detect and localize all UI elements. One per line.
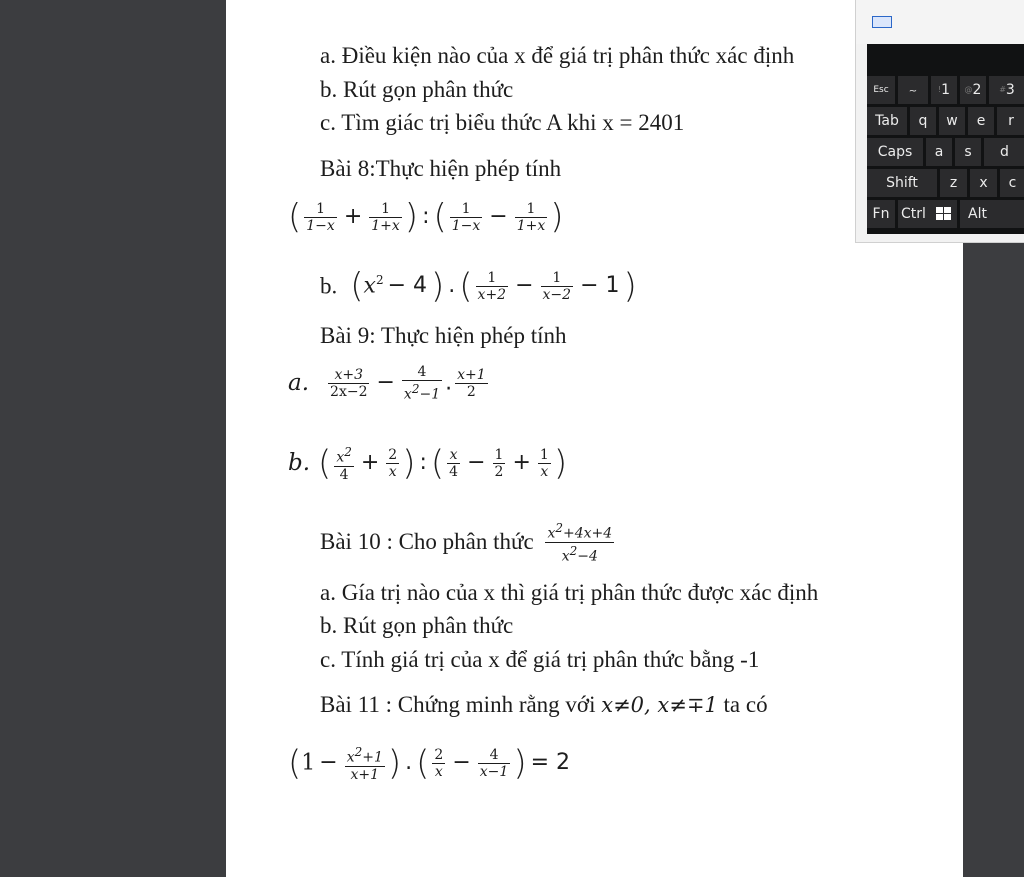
- key-r[interactable]: r: [997, 107, 1024, 135]
- key-e[interactable]: e: [968, 107, 994, 135]
- keyboard-keys: [867, 44, 1024, 234]
- key-windows[interactable]: [931, 200, 957, 228]
- bai9-b-label: b.: [288, 450, 311, 477]
- key-c[interactable]: c: [1000, 169, 1024, 197]
- key-w[interactable]: w: [939, 107, 965, 135]
- bai7-item-c: c. Tìm giác trị biểu thức A khi x = 2401: [320, 110, 685, 135]
- bai7-item-a: a. Điều kiện nào của x để giá trị phân thức xác định: [320, 43, 795, 68]
- on-screen-keyboard[interactable]: [855, 0, 1024, 243]
- key-tab[interactable]: Tab: [867, 107, 907, 135]
- key-shift[interactable]: Shift: [867, 169, 937, 197]
- document-page: [226, 0, 963, 877]
- bai9-expr-a: a. $\frac{x+3}{2x-2}$ − $\frac{4}{x^2-1}$ . $\frac{x+1}{2}$: [288, 364, 486, 403]
- keyboard-icon: [872, 16, 892, 28]
- key-fn[interactable]: Fn: [867, 200, 895, 228]
- bai9-expr-b: b. ( $\frac{x^2}{4}$ + $\frac{2}{x}$ ) : ( $\frac{x}{4}$ − $\frac{1}{2}$ + $\frac{1}{x}$ ): [288, 443, 568, 484]
- key-d[interactable]: d: [984, 138, 1024, 166]
- bai8-b-label: b.: [320, 273, 338, 299]
- key-caps[interactable]: Caps: [867, 138, 923, 166]
- bai7-item-b: b. Rút gọn phân thức: [320, 77, 514, 102]
- bai8-expr-b: b. ($x^2 - 4$ ) . ( $\frac{1}{x+2}$ − $\frac{1}{x-2}$ − 1 ): [320, 266, 637, 307]
- key-z[interactable]: z: [940, 169, 967, 197]
- key-s[interactable]: s: [955, 138, 981, 166]
- key-1[interactable]: !1: [931, 76, 957, 104]
- key-tilde[interactable]: ~: [898, 76, 928, 104]
- bai9-a-label: a.: [288, 370, 310, 397]
- bai9-title: Bài 9: Thực hiện phép tính: [320, 323, 567, 348]
- bai10-item-b: b. Rút gọn phân thức: [320, 613, 514, 638]
- key-ctrl[interactable]: Ctrl: [898, 200, 934, 228]
- key-a[interactable]: a: [926, 138, 952, 166]
- key-2[interactable]: @2: [960, 76, 986, 104]
- key-x[interactable]: x: [970, 169, 997, 197]
- key-q[interactable]: q: [910, 107, 936, 135]
- keyboard-titlebar[interactable]: [856, 0, 1024, 44]
- windows-icon: [936, 207, 952, 221]
- bai11-condition: x≠0, x≠∓1: [601, 693, 718, 717]
- bai11-expr: (1 − $\frac{x^2+1}{x+1}$ ) . ( $\frac{2}{x}$ − $\frac{4}{x-1}$ ) = 2: [288, 743, 571, 784]
- key-3[interactable]: #3: [989, 76, 1024, 104]
- key-esc[interactable]: Esc: [867, 76, 895, 104]
- left-background: [0, 0, 226, 877]
- bai11-title: Bài 11 : Chứng minh rằng với x≠0, x≠∓1 ta có: [320, 692, 768, 717]
- bai10-item-c: c. Tính giá trị của x để giá trị phân thức bằng -1: [320, 647, 760, 672]
- bai8-expr-a: ( $\frac{1}{1-x}$ + $\frac{1}{1+x}$ ) : ( $\frac{1}{1-x}$ − $\frac{1}{1+x}$ ): [288, 197, 564, 237]
- bai10-title: Bài 10 : Cho phân thức $\frac{x^2+4x+4}{x^2-4}$: [320, 521, 613, 565]
- bai10-item-a: a. Gía trị nào của x thì giá trị phân thức được xác định: [320, 580, 819, 605]
- bai8-title: Bài 8:Thực hiện phép tính: [320, 156, 562, 181]
- key-alt[interactable]: Alt: [960, 200, 1024, 228]
